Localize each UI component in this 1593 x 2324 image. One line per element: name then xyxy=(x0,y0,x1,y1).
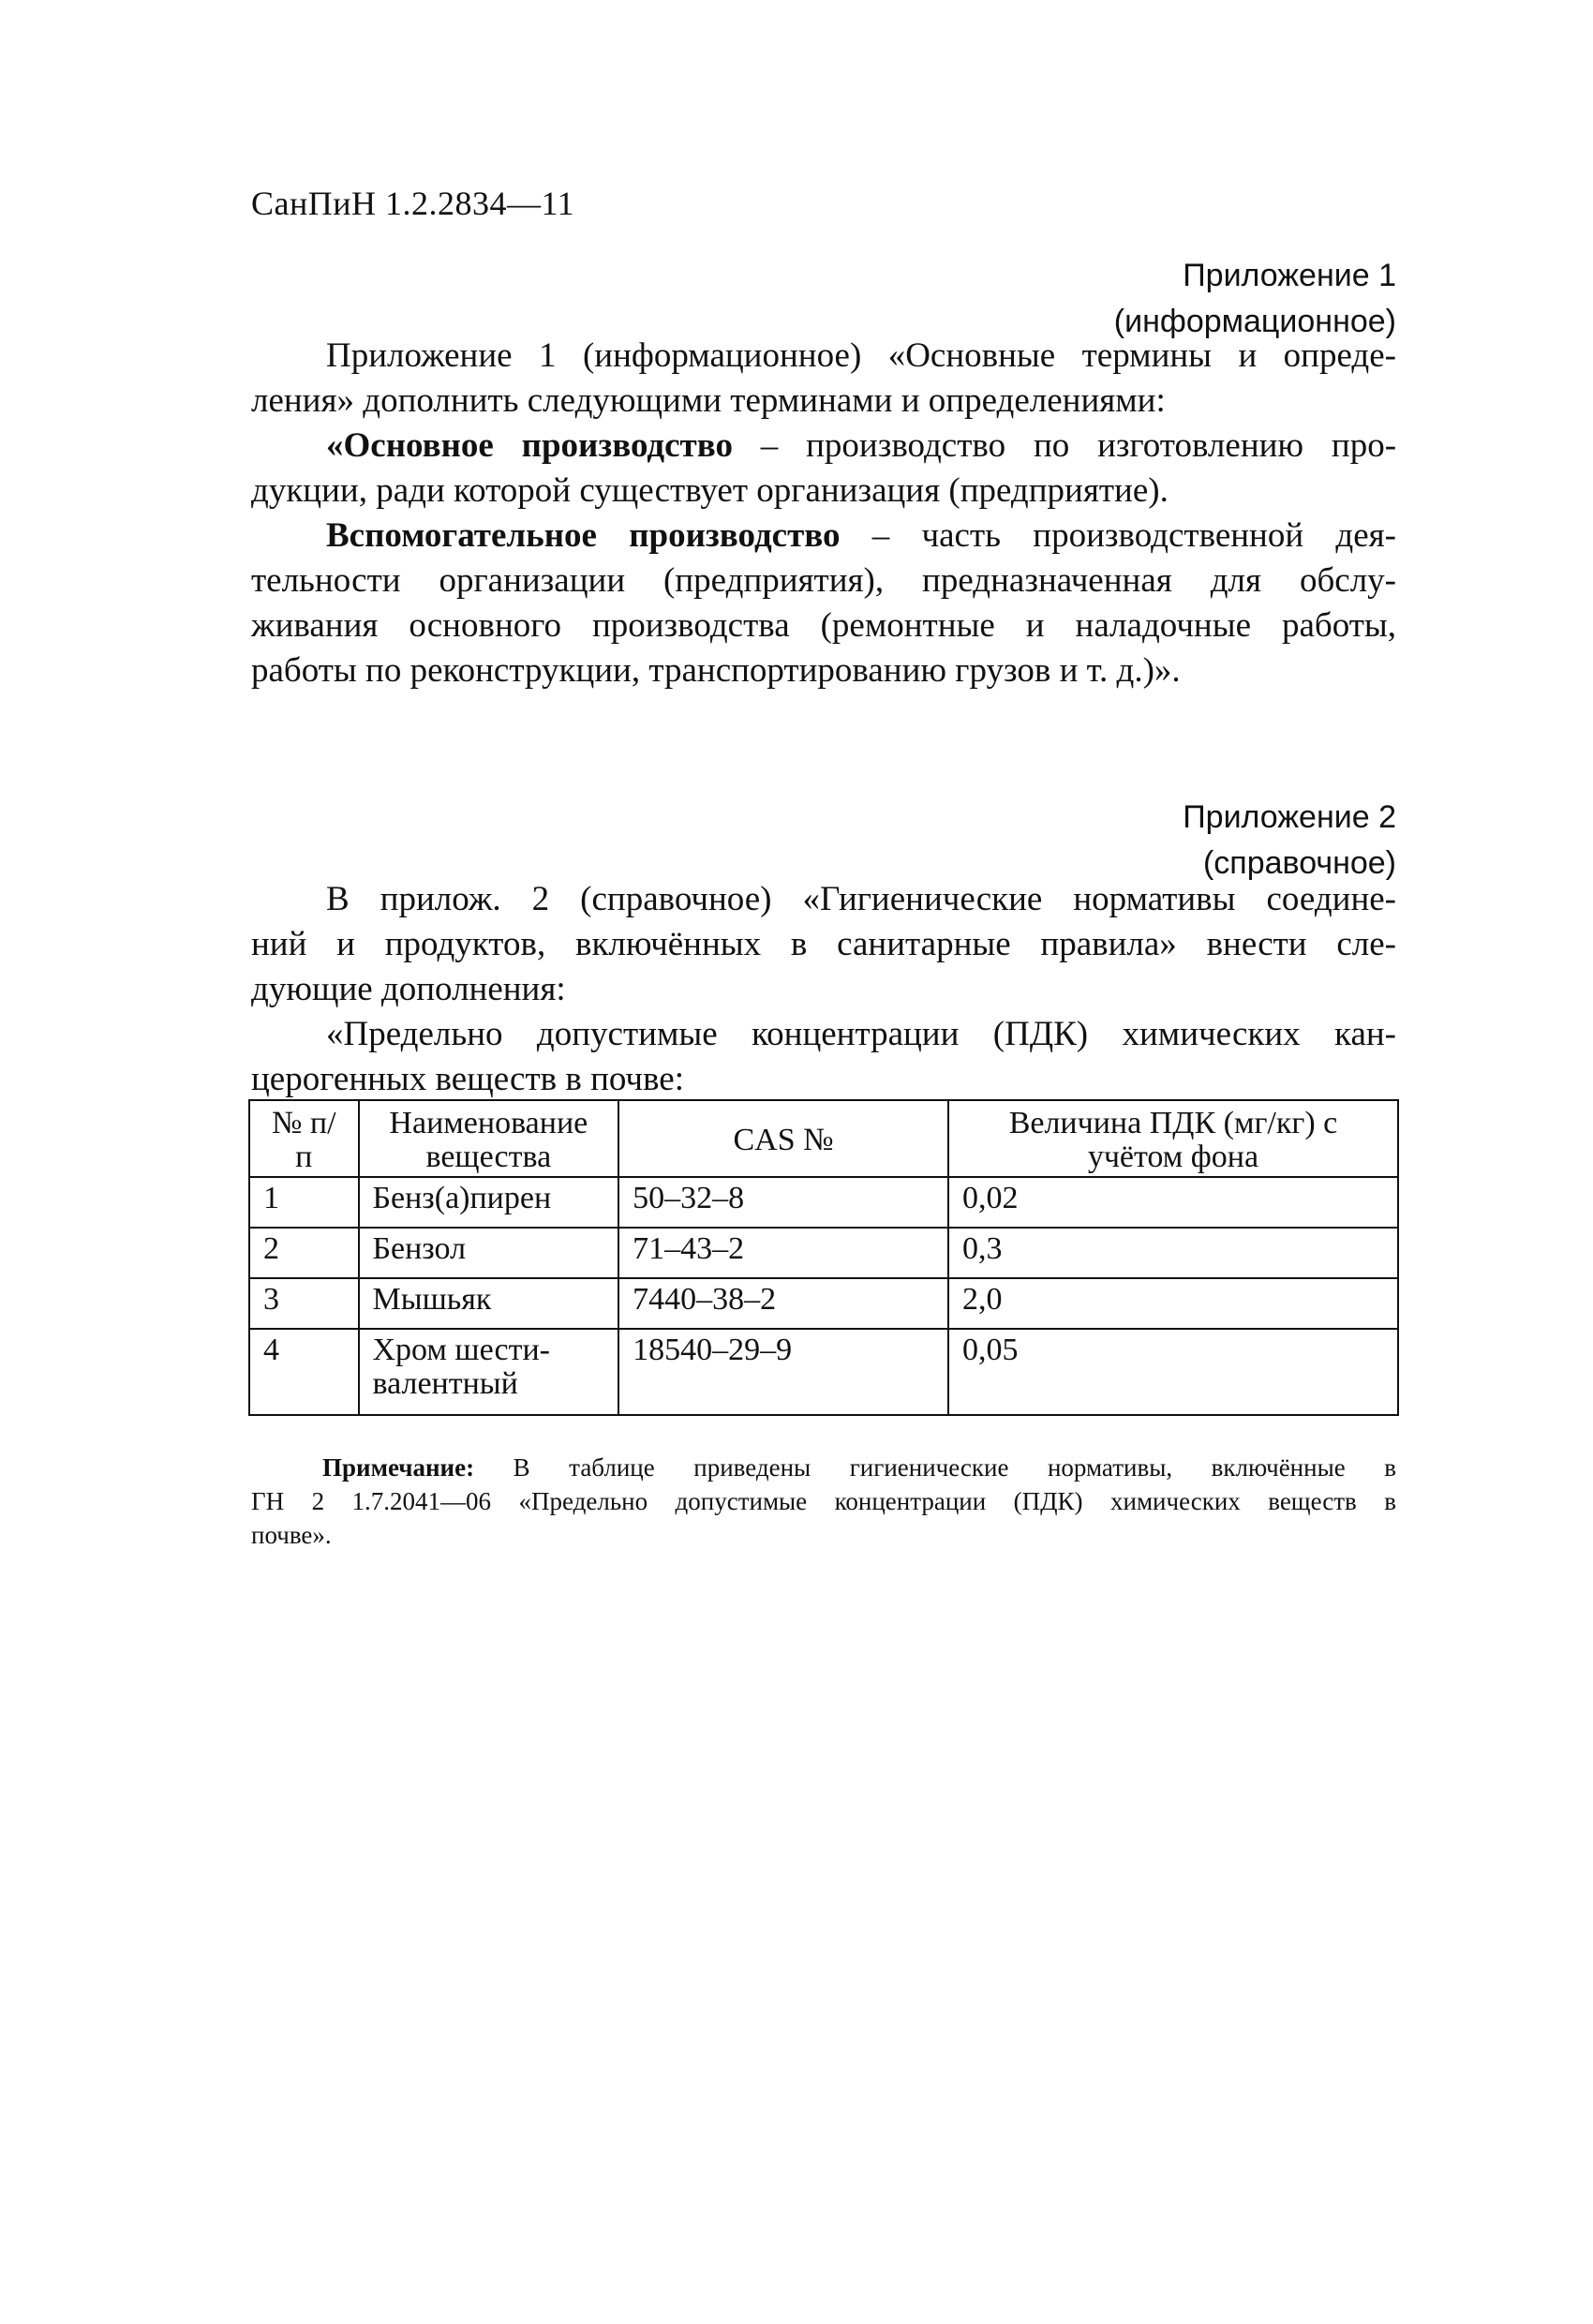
cell-number: 2 xyxy=(249,1228,359,1278)
cell-cas: 18540–29–9 xyxy=(618,1329,948,1415)
text-line: ГН 2 1.7.2041—06 «Предельно допустимые концентрации (ПДК) химических веществ в xyxy=(251,1487,1396,1515)
table-row xyxy=(249,1278,1398,1329)
text-line xyxy=(251,1451,1396,1484)
term-main-production-text: – производство по изготовлению про- xyxy=(732,426,1397,465)
cell-substance: Бенз(а)пирен xyxy=(359,1177,619,1228)
text-line: Приложение 1 (информационное) «Основные термины и опреде- xyxy=(326,336,1396,375)
appendix-2-subtitle: (справочное) xyxy=(1202,845,1396,881)
document-code: СанПиН 1.2.2834—11 xyxy=(251,185,575,222)
text-line: ления» дополнить следующими терминами и определениями: xyxy=(251,381,1166,420)
text-line: тельности организации (предприятия), предназначенная для обслу- xyxy=(251,561,1396,600)
table-note xyxy=(251,1451,1396,1552)
table-header-row xyxy=(249,1100,1398,1177)
text-line: дукции, ради которой существует организация (предприятие). xyxy=(251,471,1169,510)
column-header-cas: CAS № xyxy=(618,1100,948,1177)
table-row xyxy=(249,1228,1398,1278)
cell-cas: 71–43–2 xyxy=(618,1228,948,1278)
appendix-1-intro xyxy=(251,334,1396,424)
term-auxiliary-production-text: – часть производственной дея- xyxy=(840,516,1396,555)
appendix-1-title: Приложение 1 xyxy=(1183,258,1396,293)
note-label: Примечание: xyxy=(322,1453,475,1482)
cell-substance: Бензол xyxy=(359,1228,619,1278)
appendix-2-heading xyxy=(740,795,1396,886)
text-line: ний и продуктов, включённых в санитарные правила» внести сле- xyxy=(251,925,1396,963)
term-auxiliary-production xyxy=(251,514,1396,693)
cell-number: 1 xyxy=(249,1177,359,1228)
text-line: церогенных веществ в почве: xyxy=(251,1060,684,1098)
appendix-2-body xyxy=(251,877,1396,1102)
appendix-2-intro xyxy=(251,877,1396,1012)
pdk-table xyxy=(248,1099,1399,1416)
text-line: почве». xyxy=(251,1521,332,1549)
table-row xyxy=(249,1329,1398,1415)
cell-pdk: 2,0 xyxy=(948,1278,1398,1329)
text-line xyxy=(251,514,1396,559)
term-main-production xyxy=(251,424,1396,514)
text-line: живания основного производства (ремонтные и наладочные работы, xyxy=(251,606,1396,645)
cell-substance: Мышьяк xyxy=(359,1278,619,1329)
text-line: В прилож. 2 (справочное) «Гигиенические нормативы соедине- xyxy=(326,880,1396,918)
appendix-1-subtitle: (информационное) xyxy=(1113,304,1396,339)
appendix-1-heading xyxy=(740,253,1396,345)
appendix-2-title: Приложение 2 xyxy=(1183,799,1396,835)
cell-pdk: 0,3 xyxy=(948,1228,1398,1278)
cell-cas: 7440–38–2 xyxy=(618,1278,948,1329)
text-line: дующие дополнения: xyxy=(251,970,566,1008)
note-text: В таблице приведены гигиенические нормативы, включённые в xyxy=(474,1453,1396,1482)
term-auxiliary-production-title: Вспомогательное производство xyxy=(326,516,841,555)
cell-number: 3 xyxy=(249,1278,359,1329)
cell-number: 4 xyxy=(249,1329,359,1415)
cell-cas: 50–32–8 xyxy=(618,1177,948,1228)
cell-pdk: 0,05 xyxy=(948,1329,1398,1415)
column-header-number: № п/п xyxy=(249,1100,359,1177)
column-header-substance: Наименование вещества xyxy=(359,1100,619,1177)
text-line: «Предельно допустимые концентрации (ПДК) химических кан- xyxy=(326,1015,1396,1053)
column-header-pdk: Величина ПДК (мг/кг) с учётом фона xyxy=(948,1100,1398,1177)
table-caption xyxy=(251,1012,1396,1102)
term-main-production-title: «Основное производство xyxy=(326,426,733,465)
cell-pdk: 0,02 xyxy=(948,1177,1398,1228)
cell-substance: Хром шести-валентный xyxy=(359,1329,619,1415)
appendix-1-body xyxy=(251,334,1396,693)
table-row xyxy=(249,1177,1398,1228)
text-line xyxy=(251,424,1396,469)
text-line: работы по реконструкции, транспортированию грузов и т. д.)». xyxy=(251,651,1181,690)
